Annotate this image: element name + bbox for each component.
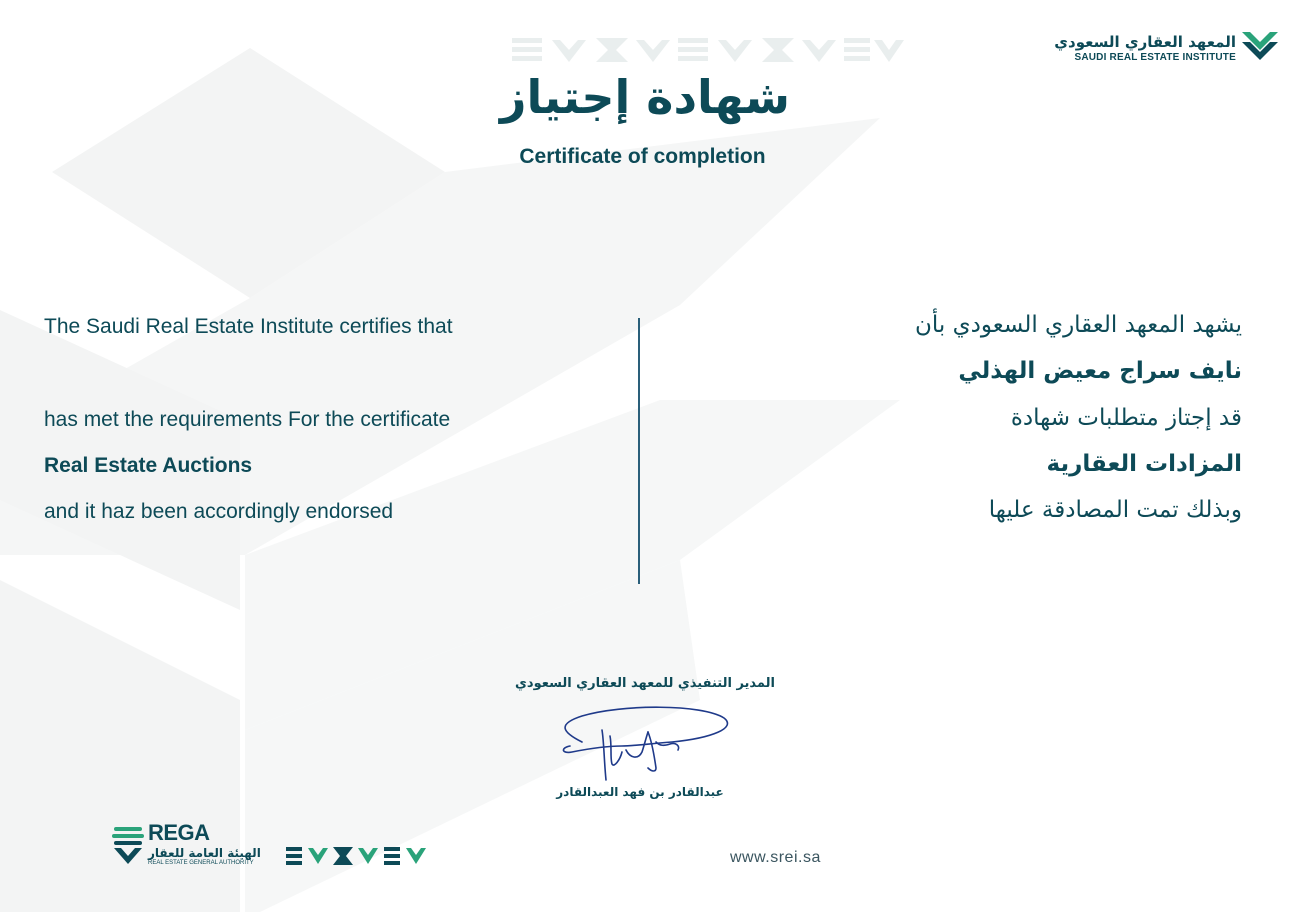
pattern-hourglass-icon bbox=[762, 38, 794, 62]
signatory-name: عبدالقادر بن فهد العبدالقادر bbox=[556, 785, 724, 799]
rega-palm-icon bbox=[110, 824, 146, 866]
recipient-name-arabic: نايف سراج معيض الهذلي bbox=[958, 358, 1242, 384]
english-line-endorsed: and it haz been accordingly endorsed bbox=[44, 500, 394, 523]
english-line-certifies: The Saudi Real Estate Institute certifies that bbox=[44, 315, 453, 338]
bottom-decorative-pattern bbox=[286, 844, 428, 868]
pattern-chevron-icon bbox=[718, 40, 752, 62]
arabic-line-certifies: يشهد المعهد العقاري السعودي بأن bbox=[915, 312, 1242, 338]
srei-logo-english: SAUDI REAL ESTATE INSTITUTE bbox=[1074, 52, 1236, 63]
pattern-chevron-icon bbox=[874, 40, 904, 62]
arabic-course-name: المزادات العقارية bbox=[1046, 451, 1242, 477]
pattern-chevron-icon bbox=[358, 848, 378, 864]
srei-logo bbox=[1054, 28, 1280, 68]
top-decorative-pattern bbox=[512, 34, 904, 70]
pattern-chevron-icon bbox=[406, 848, 426, 864]
column-divider bbox=[638, 318, 640, 584]
pattern-stripes-icon bbox=[384, 847, 400, 865]
arabic-line-requirements: قد إجتاز متطلبات شهادة bbox=[1010, 405, 1242, 431]
rega-arabic-name: الهيئة العامة للعقار bbox=[148, 846, 261, 860]
pattern-stripes-icon bbox=[512, 38, 542, 61]
website-url: www.srei.sa bbox=[730, 849, 821, 866]
english-line-requirements: has met the requirements For the certificate bbox=[44, 408, 451, 431]
pattern-hourglass-icon bbox=[333, 847, 353, 865]
pattern-stripes-icon bbox=[286, 847, 302, 865]
srei-logo-arabic: المعهد العقاري السعودي bbox=[1054, 33, 1236, 51]
certificate-title-english: Certificate of completion bbox=[519, 145, 766, 168]
pattern-chevron-icon bbox=[802, 40, 836, 62]
pattern-chevron-icon bbox=[308, 848, 328, 864]
signature-image bbox=[552, 702, 737, 784]
english-course-name: Real Estate Auctions bbox=[44, 454, 253, 477]
pattern-hourglass-icon bbox=[596, 38, 628, 62]
rega-logo bbox=[110, 822, 270, 870]
pattern-chevron-icon bbox=[552, 40, 586, 62]
pattern-stripes-icon bbox=[844, 38, 870, 61]
rega-wordmark: REGA bbox=[148, 820, 210, 845]
arabic-line-endorsed: وبذلك تمت المصادقة عليها bbox=[988, 497, 1242, 523]
pattern-stripes-icon bbox=[678, 38, 708, 61]
certificate-title-arabic: شهادة إجتياز bbox=[500, 70, 790, 124]
rega-english-name: REAL ESTATE GENERAL AUTHORITY bbox=[148, 860, 254, 866]
pattern-chevron-icon bbox=[636, 40, 670, 62]
signatory-title: المدير التنفيذي للمعهد العقاري السعودي bbox=[515, 676, 775, 691]
srei-chevron-logo-icon bbox=[1240, 28, 1280, 64]
